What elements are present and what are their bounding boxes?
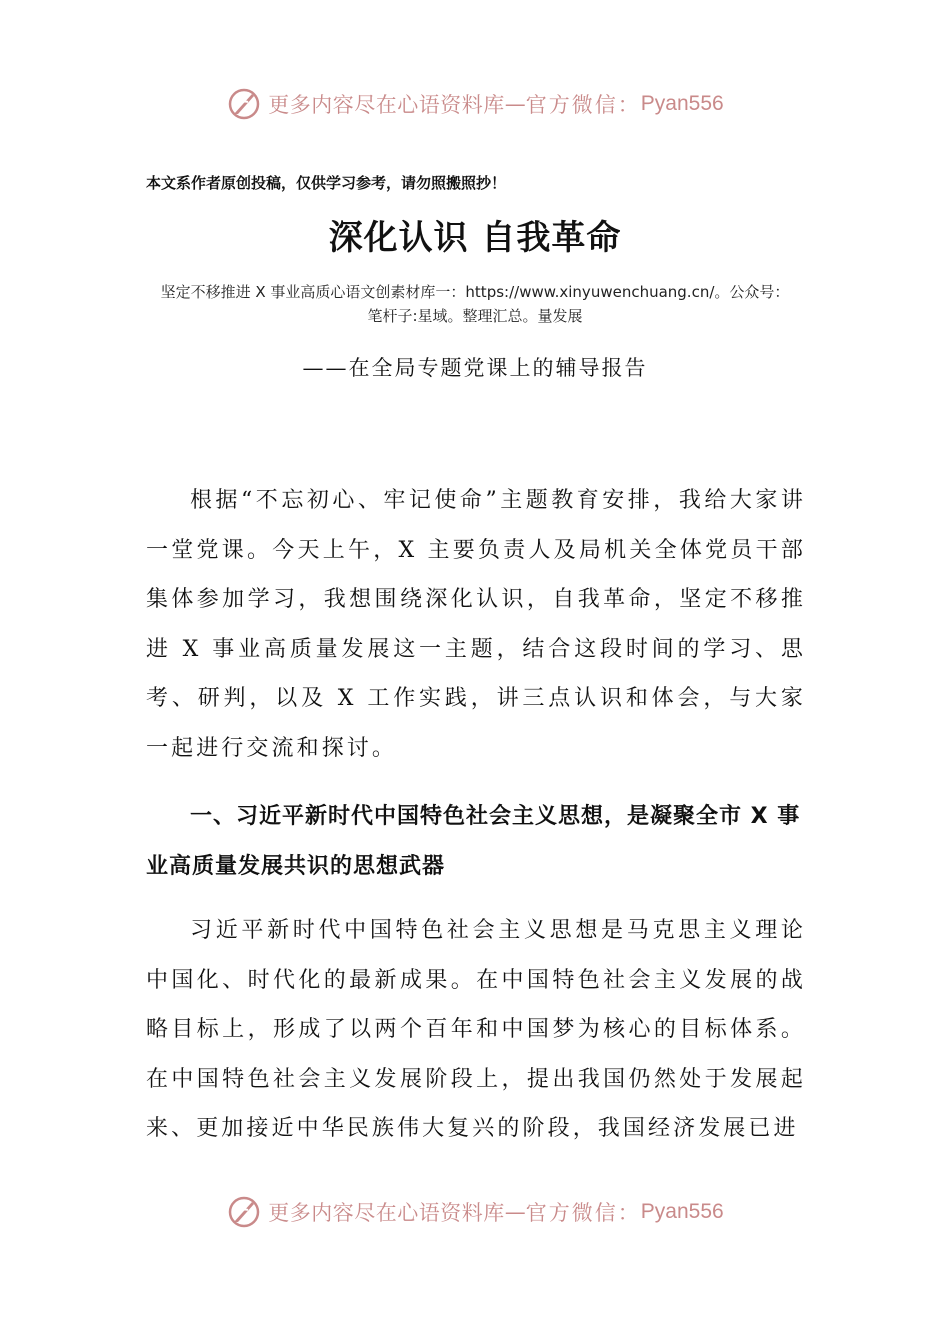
wechat-label: 官方微信： bbox=[525, 1201, 641, 1225]
document-subtitle: ——在全局专题党课上的辅导报告 bbox=[302, 356, 648, 380]
quill-logo-icon bbox=[226, 1194, 262, 1230]
footer-banner bbox=[0, 1192, 950, 1232]
banner-text: 更多内容尽在心语资料库 bbox=[268, 93, 505, 117]
banner-separator: — bbox=[504, 92, 526, 116]
section-heading-1: 一、习近平新时代中国特色社会主义思想，是凝聚全市 X 事业高质量发展共识的思想武器 bbox=[146, 804, 801, 879]
quill-logo-icon bbox=[226, 86, 262, 122]
copyright-notice: 本文系作者原创投稿，仅供学习参考，请勿照搬照抄！ bbox=[146, 174, 507, 192]
wechat-id: Pyan556 bbox=[640, 92, 724, 115]
source-line-2: 笔杆子:星域。整理汇总。量发展 bbox=[367, 307, 583, 325]
source-line-1: 坚定不移推进 X 事业高质心语文创素材库一：https://www.xinyuwenchuang.cn/。公众号： bbox=[160, 283, 790, 301]
header-banner bbox=[0, 84, 950, 124]
wechat-id: Pyan556 bbox=[640, 1200, 724, 1223]
banner-separator: — bbox=[504, 1200, 526, 1224]
banner-text: 更多内容尽在心语资料库 bbox=[268, 1201, 505, 1225]
source-line bbox=[120, 280, 830, 328]
document-title: 深化认识 自我革命 bbox=[328, 218, 622, 258]
paragraph-intro: 根据“不忘初心、牢记使命”主题教育安排，我给大家讲一堂党课。今天上午，X 主要负责人及局机关全体党员干部集体参加学习，我想围绕深化认识，自我革命，坚定不移推进 X 事业高质量发展这一主题，结合这段时间的学习、思考、研判，以及 X 工作实践，讲三点认识和体会，与大家一起进行交流和探讨。 bbox=[146, 488, 806, 761]
paragraph-section-1: 习近平新时代中国特色社会主义思想是马克思主义理论中国化、时代化的最新成果。在中国特色社会主义发展的战略目标上，形成了以两个百年和中国梦为核心的目标体系。在中国特色社会主义发展阶段上，提出我国仍然处于发展起来、更加接近中华民族伟大复兴的阶段，我国经济发展已进 bbox=[146, 918, 806, 1141]
wechat-label: 官方微信： bbox=[525, 93, 641, 117]
